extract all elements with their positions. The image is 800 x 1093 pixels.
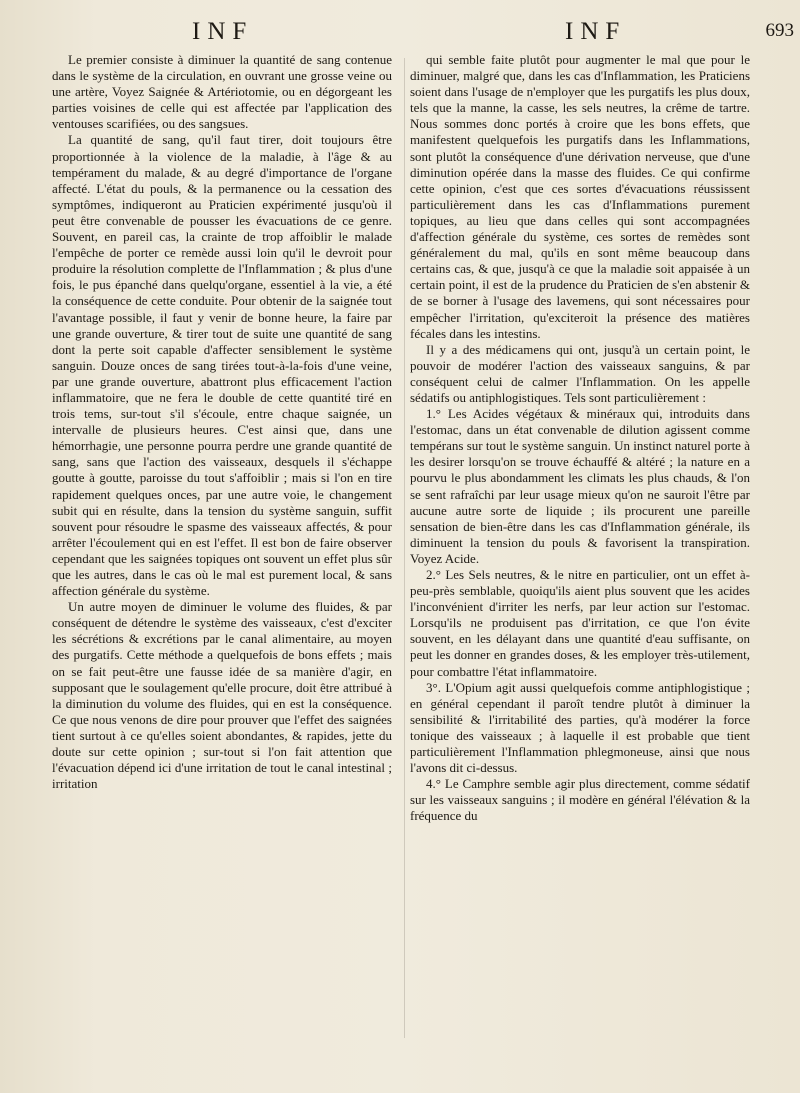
left-column bbox=[52, 52, 392, 792]
paragraph: qui semble faite plutôt pour augmenter le mal que pour le diminuer, malgré que, dans les cas d'Inflammation, les Praticiens soient dans l'usage de n'employer que les purgatifs les plus doux, tels que la manne, la casse, les sels neutres, la crême de tartre. Nous sommes donc portés à croire que les bons effets, que manifestent quelquefois les purgatifs dans les Inflammations, sont plutôt la conséquence d'une dérivation nerveuse, que d'une diminution opérée dans la masse des fluides. Ce qui confirme cette opinion, c'est que ces sortes d'évacuations réussissent particulièrement dans les cas d'Inflammations purement topiques, au lieu que dans celles qui sont accompagnées d'affection générale du système, ces sortes de remèdes sont généralement du mal, qu'ils en sont même beaucoup dans certains cas, & que, jusqu'à ce que la maladie soit appaisée à un certain point, il est de la prudence du Praticien de s'en abstenir & de se borner à l'usage des lavemens, qui sont nécessaires pour empêcher l'irritation, qu'exciteroit la présence des matières fécales dans les intestins. bbox=[410, 52, 750, 341]
list-item: 4.° Le Camphre semble agir plus directement, comme sédatif sur les vaisseaux sanguins ; il modère en général l'élévation & la fréquence du bbox=[410, 776, 750, 824]
list-item: 3°. L'Opium agit aussi quelquefois comme antiphlogistique ; en général cependant il paroît tendre plutôt à diminuer la sensibilité & l'irritabilité des parties, qu'à modérer la force tonique des vaisseaux ; à laquelle il est probable que tient particulièrement l'Inflammation phlegmoneuse, ainsi que nous l'avons dit ci-dessus. bbox=[410, 679, 750, 776]
list-item: 1.° Les Acides végétaux & minéraux qui, introduits dans l'estomac, dans un état convenable de dilution agissent comme tempérans sur tout le système sanguin. Un instinct naturel porte à les desirer lorsqu'on se trouve échauffé & altéré ; la nature en a pourvu le plus abondamment les climats les plus chauds, & l'on se sent rafraîchi par leur usage mieux qu'on ne sauroit l'être par aucune autre sorte de liquide ; ils procurent une pareille sensation de bien-être dans les cas d'Inflammation générale, ils diminuent la tension du pouls & favorisent la transpiration. Voyez Acide. bbox=[410, 406, 750, 566]
paragraph: Le premier consiste à diminuer la quantité de sang contenue dans le système de la circulation, en ouvrant une grosse veine ou une artère, Voyez Saignée & Artériotomie, ou en dégorgeant les parties voisines de celle qui est affectée par l'application des ventouses scarifiées, ou des sangsues. bbox=[52, 52, 392, 132]
running-header bbox=[0, 18, 800, 52]
column-divider bbox=[404, 58, 405, 1038]
paragraph: La quantité de sang, qu'il faut tirer, doit toujours être proportionnée à la violence de la maladie, à l'âge & au tempérament du malade, & au degré d'importance de l'organe affecté. L'état du pouls, & la permanence ou la cessation des symptômes, indiqueront au Praticien expérimenté jusqu'où il peut être convenable de pousser les évacuations de ce genre. Souvent, en pareil cas, la crainte de trop affoiblir le malade l'empêche de porter ce remède aussi loin qu'il le devroit pour produire la résolution complette de l'Inflammation ; & plus d'une fois, le pus épanché dans quelqu'organe, essentiel à la vie, a été la conséquence de cette conduite. Pour obtenir de la saignée tout l'avantage possible, il faut y venir de bonne heure, la faire par une grande ouverture, & tirer tout de suite une quantité de sang dont la perte soit capable d'affecter sensiblement le système sanguin. Douze onces de sang tirées tout-à-la-fois d'une veine, par une grande ouverture, abattront plus efficacement l'action inflammatoire, que ne fera le double de cette quantité tiré en trois tems, sur-tout s'il s'écoule, entre chaque saignée, un intervalle de plusieurs heures. C'est ainsi que, dans une hémorrhagie, une personne pourra perdre une grande quantité de sang, sans que l'action des vaisseaux, desquels il s'échappe goutte à goutte, paroisse du tout s'affoiblir ; mais si l'on en tire rapidement quelques onces, par une autre voie, le changement subit qui en résulte, dans la tension du système sanguin, suffit souvent pour résoudre le spasme des vaisseaux affectés, & pour arrêter l'écoulement qui en est l'effet. Il est bon de faire observer cependant que les saignées topiques ont souvent un effet plus sûr que les autres, dans le cas où le mal est purement local, & sans affection générale du système. bbox=[52, 132, 392, 599]
text-columns bbox=[44, 52, 754, 1082]
page-number: 693 bbox=[765, 20, 794, 41]
header-right-word: INF bbox=[565, 18, 627, 45]
paragraph: Il y a des médicamens qui ont, jusqu'à un certain point, le pouvoir de modérer l'action des vaisseaux sanguins, & par conséquent celui de calmer l'Inflammation. On les appelle sédatifs ou antiphlogistiques. Tels sont particulièrement : bbox=[410, 341, 750, 405]
right-column bbox=[410, 52, 750, 825]
header-left-word: INF bbox=[192, 18, 254, 45]
list-item: 2.° Les Sels neutres, & le nitre en particulier, ont un effet à-peu-près semblable, quoiqu'ils aient plus souvent que les acides l'inconvénient d'irriter les nerfs, par leur action sur l'estomac. Lorsqu'ils ne produisent pas d'irritation, ce que l'on évite souvent, en les délayant dans une quantité d'eau suffisante, on peut les donner en grandes doses, & les employer très-utilement, pour combattre l'état inflammatoire. bbox=[410, 567, 750, 679]
paragraph: Un autre moyen de diminuer le volume des fluides, & par conséquent de détendre le système des vaisseaux, c'est d'exciter les sécrétions & excrétions par le canal alimentaire, au moyen des purgatifs. Cette méthode a quelquefois de bons effets ; mais on se fait peut-être une fausse idée de sa manière d'agir, en supposant que le soulagement qu'elle procure, doit être attribué à la diminution du volume des fluides, qui en est la conséquence. Ce que nous venons de dire pour prouver que l'effet des saignées tient surtout à ce qu'elles soient abondantes, & rapides, jette du doute sur cette opinion ; sur-tout si l'on fait attention que l'évacuation dépend ici d'une irritation de tout le canal intestinal ; irritation bbox=[52, 599, 392, 792]
